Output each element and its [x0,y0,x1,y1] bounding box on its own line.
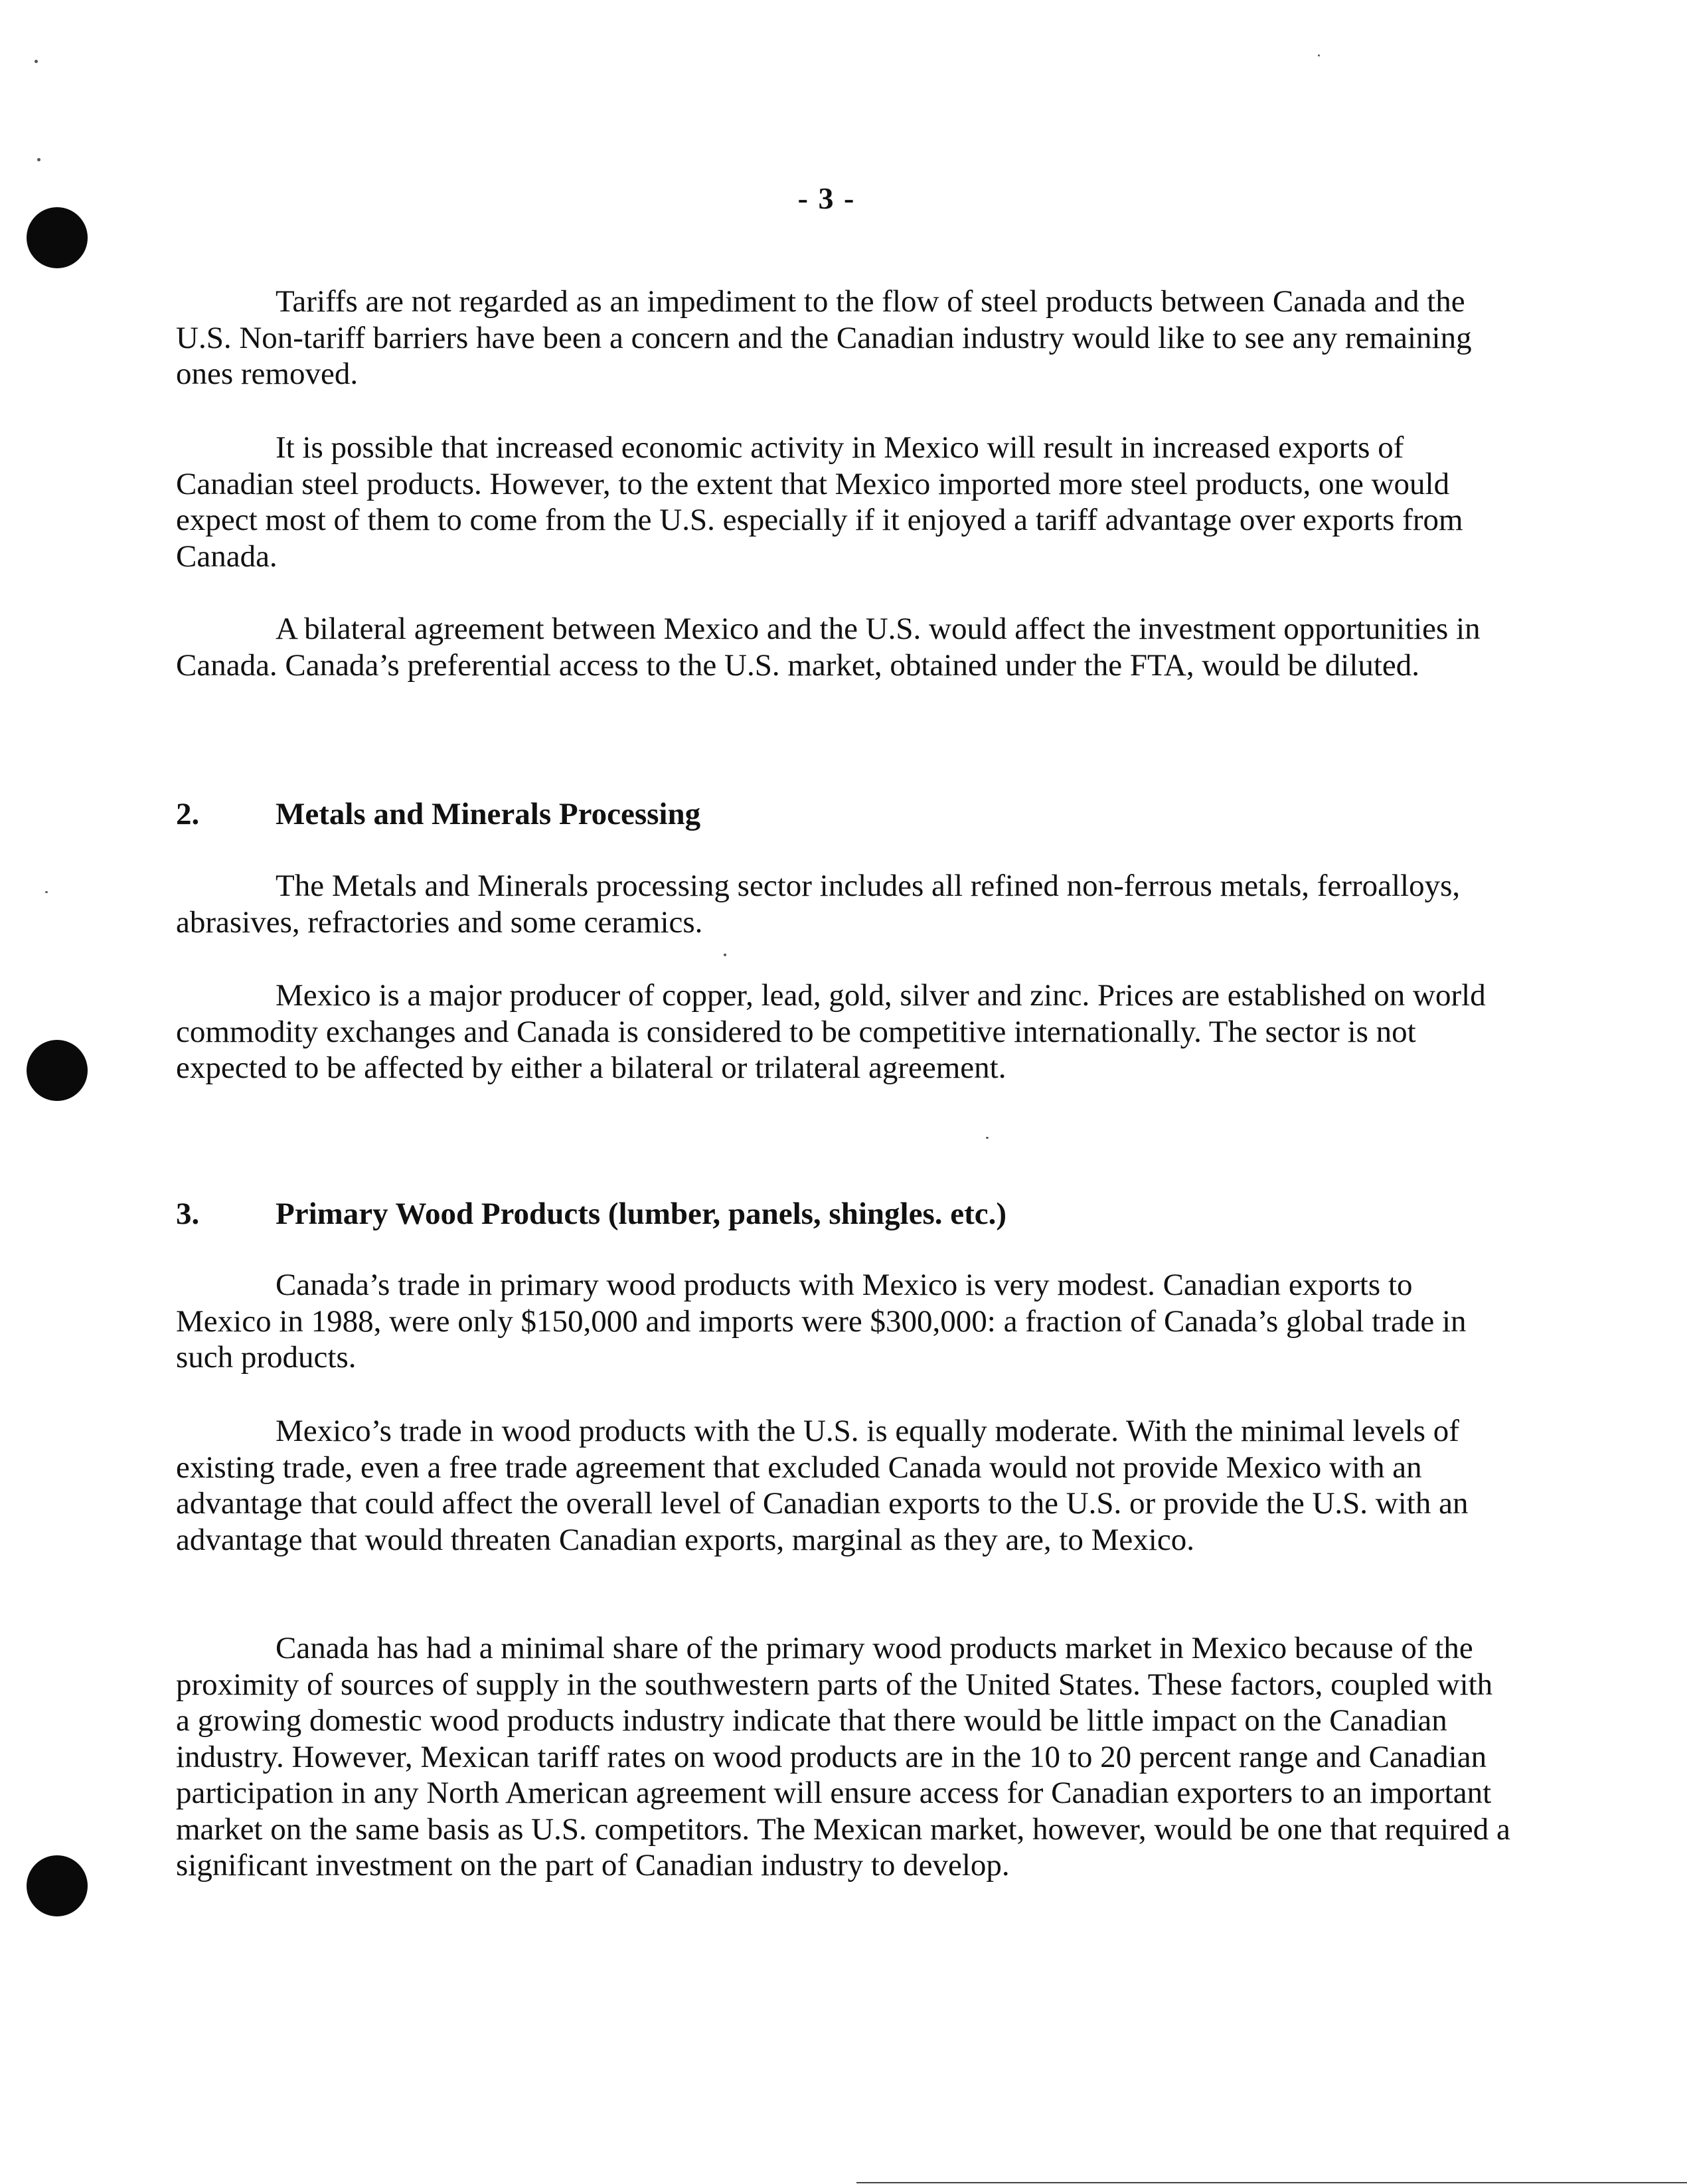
body-paragraph: Tariffs are not regarded as an impediment to the flow of steel products between Canada and the U.S. Non-tariff barriers have been a concern and the Canadian industry would like to see any remaining ones removed. [176,284,1472,391]
body-paragraph: Mexico is a major producer of copper, lead, gold, silver and zinc. Prices are established on world commodity exchanges and Canada is considered to be competitive internationally. The sector is not expected to be affected by either a bilateral or trilateral agreement. [176,978,1486,1085]
punch-hole-middle [27,1040,88,1101]
body-paragraph: Mexico’s trade in wood products with the U.S. is equally moderate. With the minimal levels of existing trade, even a free trade agreement that excluded Canada would not provide Mexico with an advantage that could affect the overall level of Canadian exports to the U.S. or provide the U.S. with an advantage that would threaten Canadian exports, marginal as they are, to Mexico. [176,1414,1469,1557]
punch-hole-bottom [27,1855,88,1916]
page-number: - 3 - [797,181,856,215]
body-paragraph: It is possible that increased economic activity in Mexico will result in increased exports of Canadian steel products. However, to the extent that Mexico imported more steel products, one would expect most of them to come from the U.S. especially if it enjoyed a tariff advantage over exports from Canada. [176,430,1463,574]
scan-speck [986,1137,989,1139]
bottom-edge-line [856,2182,1687,2183]
body-paragraph: The Metals and Minerals processing sector includes all refined non-ferrous metals, ferroalloys, abrasives, refractories and some ceramics. [176,869,1461,940]
scan-speck [37,158,40,161]
section-number: 3. [176,1197,200,1231]
section-heading [176,1196,1006,1232]
scan-speck [724,954,726,956]
body-paragraph: A bilateral agreement between Mexico and the U.S. would affect the investment opportunities in Canada. Canada’s preferential access to the U.S. market, obtained under the FTA, would be diluted. [176,612,1481,683]
body-paragraph: Canada’s trade in primary wood products with Mexico is very modest. Canadian exports to Mexico in 1988, were only $150,000 and imports were $300,000: a fraction of Canada’s global trade in such products. [176,1268,1467,1375]
punch-hole-top [27,207,88,268]
section-number: 2. [176,797,200,831]
scan-speck [35,60,38,63]
scan-speck [1318,54,1320,56]
section-title: Primary Wood Products (lumber, panels, shingles. etc.) [276,1197,1007,1231]
scan-speck [45,891,48,893]
body-paragraph: Canada has had a minimal share of the primary wood products market in Mexico because of the proximity of sources of supply in the southwestern parts of the United States. These factors, coupled with a growing domestic wood products industry indicate that there would be little impact on the Canadian industry. However, Mexican tariff rates on wood products are in the 10 to 20 percent range and Canadian participation in any North American agreement will ensure access for Canadian exporters to an important market on the same basis as U.S. competitors. The Mexican market, however, would be one that required a significant investment on the part of Canadian industry to develop. [176,1631,1510,1883]
section-heading [176,796,700,832]
section-title: Metals and Minerals Processing [276,797,701,831]
